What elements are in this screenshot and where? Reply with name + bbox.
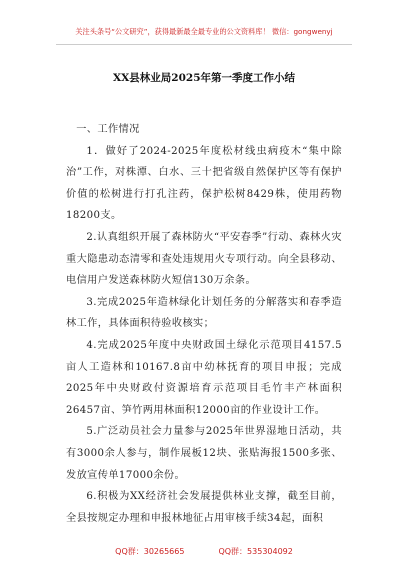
header-divider — [56, 44, 352, 45]
footer-contact — [0, 546, 408, 557]
paragraph-2: 2.认真组织开展了森林防火“平安春季”行动、森林火灾重大隐患动态清零和查处违规用火专项行动。向全县移动、电信用户发送森林防火短信130万余条。 — [66, 231, 342, 287]
footer-qq-group-2: QQ群：535304092 — [218, 547, 293, 556]
footer-qq-group-1: QQ群：30265665 — [115, 547, 185, 556]
header-banner: 关注头条号“公文研究”，获得最新最全最专业的公文资料库！ 微信：gongwenyj — [75, 27, 333, 36]
paragraph-6: 6.积极为XX经济社会发展提供林业支撑，截至目前，全县按规定办理和申报林地征占用审核手续34起，面积 — [66, 491, 342, 524]
paragraph-5: 5.广泛动员社会力量参与2025年世界湿地日活动，共有3000余人参与，制作展板12块、张贴海报1500多张、发放宣传单17000余份。 — [66, 426, 342, 481]
paragraph-4: 4.完成2025年度中央财政国土绿化示范项目4157.5亩人工造林和10167.8亩中幼林抚育的项目申报；完成2025年中央财政付资源培育示范项目毛竹丰产林面积26457亩、笋竹两用林面积12000亩的作业设计工作。 — [66, 339, 342, 416]
paragraph-3: 3.完成2025年造林绿化计划任务的分解落实和春季造林工作，具体面积待验收核实； — [66, 296, 342, 330]
paragraph-1: 1．做好了2024-2025年度松材线虫病疫木“集中除治”工作，对株潭、白水、三十把省级自然保护区等有保护价值的松树进行打孔注药，保护松树8429株，使用药物18200支。 — [66, 145, 342, 222]
section-heading: 一、工作情况 — [76, 124, 140, 135]
document-body — [66, 119, 342, 529]
document-title: XX县林业局2025年第一季度工作小结 — [112, 72, 296, 84]
